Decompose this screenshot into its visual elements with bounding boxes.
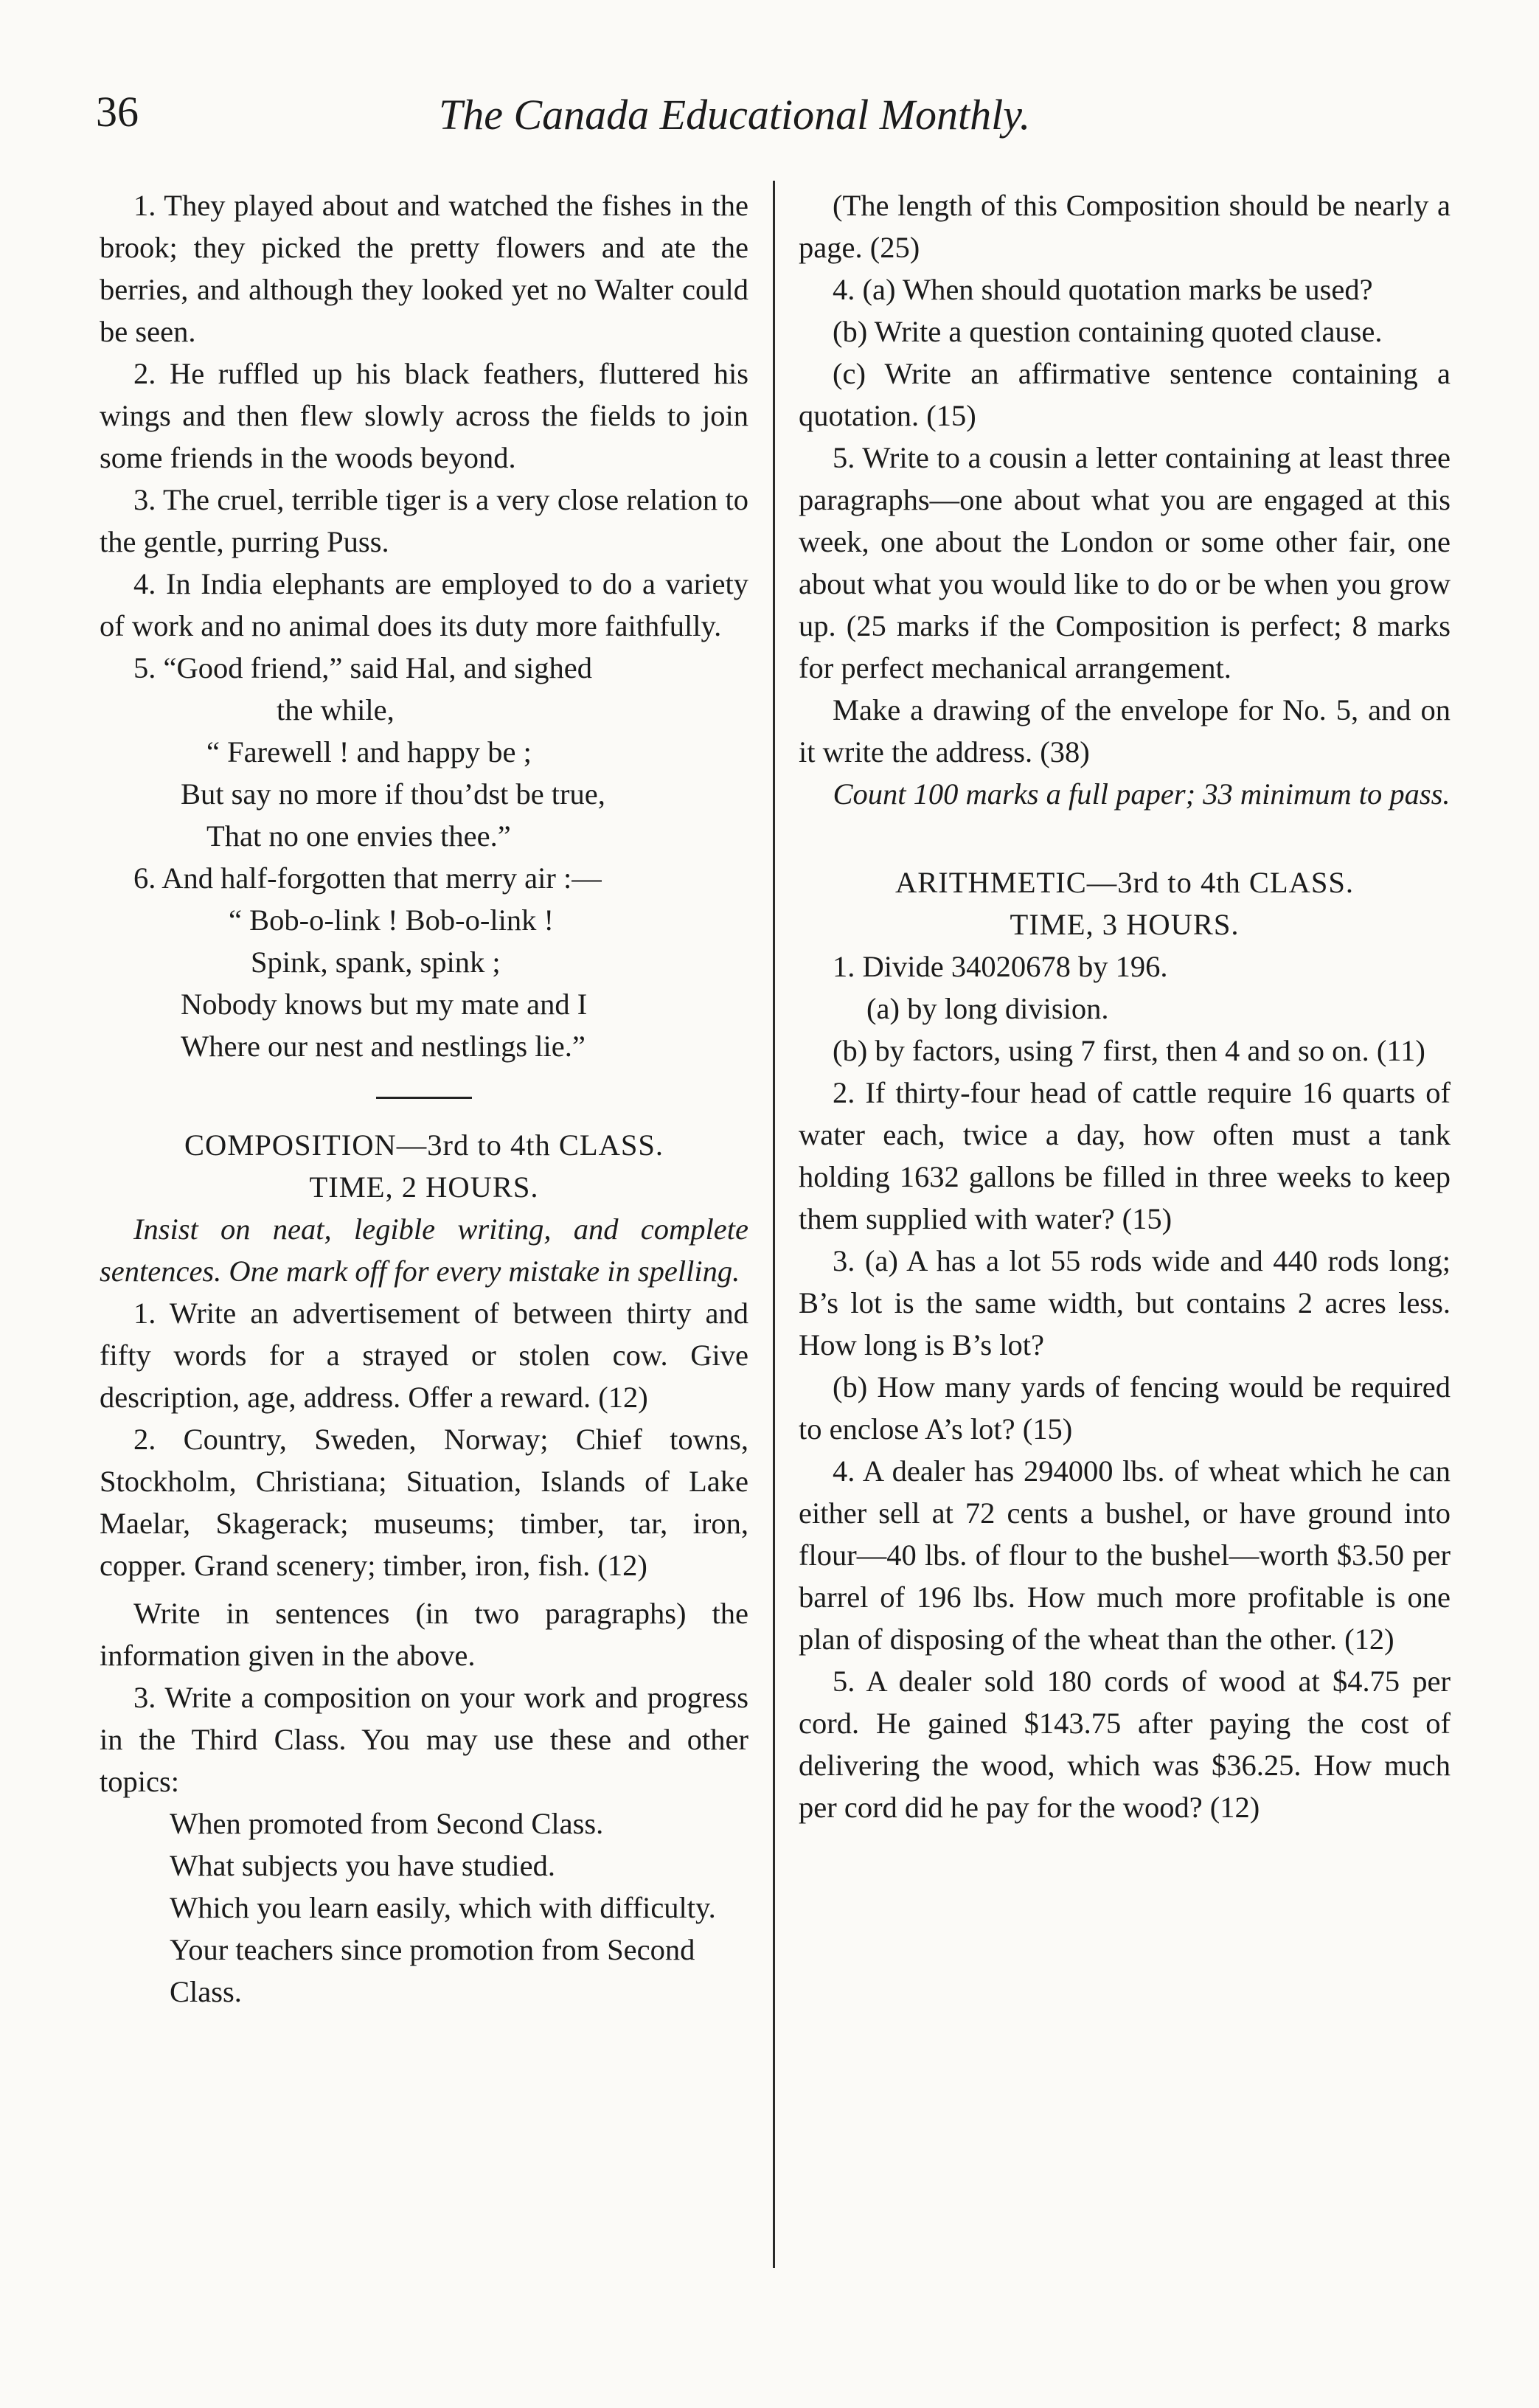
poem-5-line: That no one envies thee.” <box>206 819 511 853</box>
right-column <box>799 184 1451 1828</box>
poem-5-line: the while, <box>277 693 395 726</box>
poem-6-line: 6. And half-forgotten that merry air :— <box>133 861 602 895</box>
topic-item: Your teachers since promotion from Second Class. <box>170 1933 695 2008</box>
page-header <box>96 80 1349 146</box>
sentence-4: 4. In India elephants are employed to do a variety of work and no animal does its duty more faithfully. <box>100 567 748 642</box>
composition-question-2: 2. Country, Sweden, Norway; Chief towns, Stockholm, Christiana; Situation, Islands of Lake Maelar, Skagerack; museums; timber, tar, iron, copper. Grand scenery; timber, iron, fish. (12) <box>100 1423 748 1582</box>
arithmetic-question-3b: (b) How many yards of fencing would be required to enclose A’s lot? (15) <box>799 1370 1451 1446</box>
arithmetic-question-3a: 3. (a) A has a lot 55 rods wide and 440 rods long; B’s lot is the same width, but contains 2 acres less. How long is B’s lot? <box>799 1244 1451 1361</box>
arithmetic-question-1a: (a) by long division. <box>866 992 1109 1025</box>
page-number: 36 <box>96 88 139 136</box>
poem-6-line: “ Bob-o-link ! Bob-o-link ! <box>229 903 554 937</box>
arithmetic-question-2: 2. If thirty-four head of cattle require 16 quarts of water each, twice a day, how often must a tank holding 1632 gallons be filled in three weeks to keep them supplied with water? (15) <box>799 1076 1451 1235</box>
poem-5 <box>100 647 748 857</box>
composition-question-4c: (c) Write an affirmative sentence containing a quotation. (15) <box>799 357 1451 432</box>
sentence-1: 1. They played about and watched the fishes in the brook; they picked the pretty flowers and ate the berries, and although they looked yet no Walter could be seen. <box>100 189 748 348</box>
poem-6-line: Spink, spank, spink ; <box>251 945 501 979</box>
section-rule <box>376 1097 472 1099</box>
arithmetic-question-4: 4. A dealer has 294000 lbs. of wheat which he can either sell at 72 cents a bushel, or have ground into flour—40 lbs. of flour to the bushel—worth $3.50 per barrel of 196 lbs. How much more profitable is one plan of disposing of the wheat than the other. (12) <box>799 1454 1451 1656</box>
sentence-3: 3. The cruel, terrible tiger is a very close relation to the gentle, purring Puss. <box>100 483 748 558</box>
arithmetic-question-5: 5. A dealer sold 180 cords of wood at $4.75 per cord. He gained $143.75 after paying the cost of delivering the wood, which was $36.25. How much per cord did he pay for the wood? (12) <box>799 1665 1451 1824</box>
composition-question-4b: (b) Write a question containing quoted clause. <box>833 315 1383 348</box>
composition-length-note: (The length of this Composition should be nearly a page. (25) <box>799 189 1451 264</box>
poem-5-line: “ Farewell ! and happy be ; <box>206 735 532 768</box>
poem-5-line: But say no more if thou’dst be true, <box>181 777 605 811</box>
composition-question-4a: 4. (a) When should quotation marks be used? <box>833 273 1373 306</box>
arithmetic-question-1: 1. Divide 34020678 by 196. <box>833 950 1168 983</box>
composition-question-2-note: Write in sentences (in two paragraphs) the information given in the above. <box>100 1597 748 1672</box>
poem-6 <box>100 857 748 1067</box>
topic-item: When promoted from Second Class. <box>170 1807 604 1840</box>
composition-heading: COMPOSITION—3rd to 4th CLASS. <box>184 1128 664 1162</box>
poem-5-line: 5. “Good friend,” said Hal, and sighed <box>133 651 592 684</box>
poem-6-line: Where our nest and nestlings lie.” <box>181 1030 586 1063</box>
arithmetic-time: TIME, 3 HOURS. <box>1010 908 1240 941</box>
column-divider <box>773 181 775 2268</box>
poem-6-line: Nobody knows but my mate and I <box>181 988 588 1021</box>
pass-mark-note: Count 100 marks a full paper; 33 minimum to pass. <box>833 777 1451 811</box>
arithmetic-question-1b: (b) by factors, using 7 first, then 4 and so on. (11) <box>833 1034 1425 1067</box>
topic-item: Which you learn easily, which with difficulty. <box>170 1891 716 1924</box>
sentence-2: 2. He ruffled up his black feathers, fluttered his wings and then flew slowly across the fields to join some friends in the woods beyond. <box>100 357 748 474</box>
composition-question-1: 1. Write an advertisement of between thirty and fifty words for a strayed or stolen cow. Give description, age, address. Offer a reward. (12) <box>100 1297 748 1414</box>
envelope-instruction: Make a drawing of the envelope for No. 5, and on it write the address. (38) <box>799 693 1451 768</box>
topic-item: What subjects you have studied. <box>170 1849 555 1882</box>
composition-question-5: 5. Write to a cousin a letter containing at least three paragraphs—one about what you are engaged at this week, one about the London or some other fair, one about what you would like to do or be when you grow up. (25 marks if the Composition is perfect; 8 marks for perfect mechanical arrangement. <box>799 441 1451 684</box>
composition-instructions: Insist on neat, legible writing, and complete sentences. One mark off for every mistake in spelling. <box>100 1212 748 1288</box>
left-column <box>100 184 748 2013</box>
arithmetic-heading: ARITHMETIC—3rd to 4th CLASS. <box>894 866 1354 899</box>
running-title: The Canada Educational Monthly. <box>439 91 1031 139</box>
composition-question-3: 3. Write a composition on your work and progress in the Third Class. You may use these and other topics: <box>100 1681 748 1798</box>
composition-time: TIME, 2 HOURS. <box>309 1170 539 1204</box>
